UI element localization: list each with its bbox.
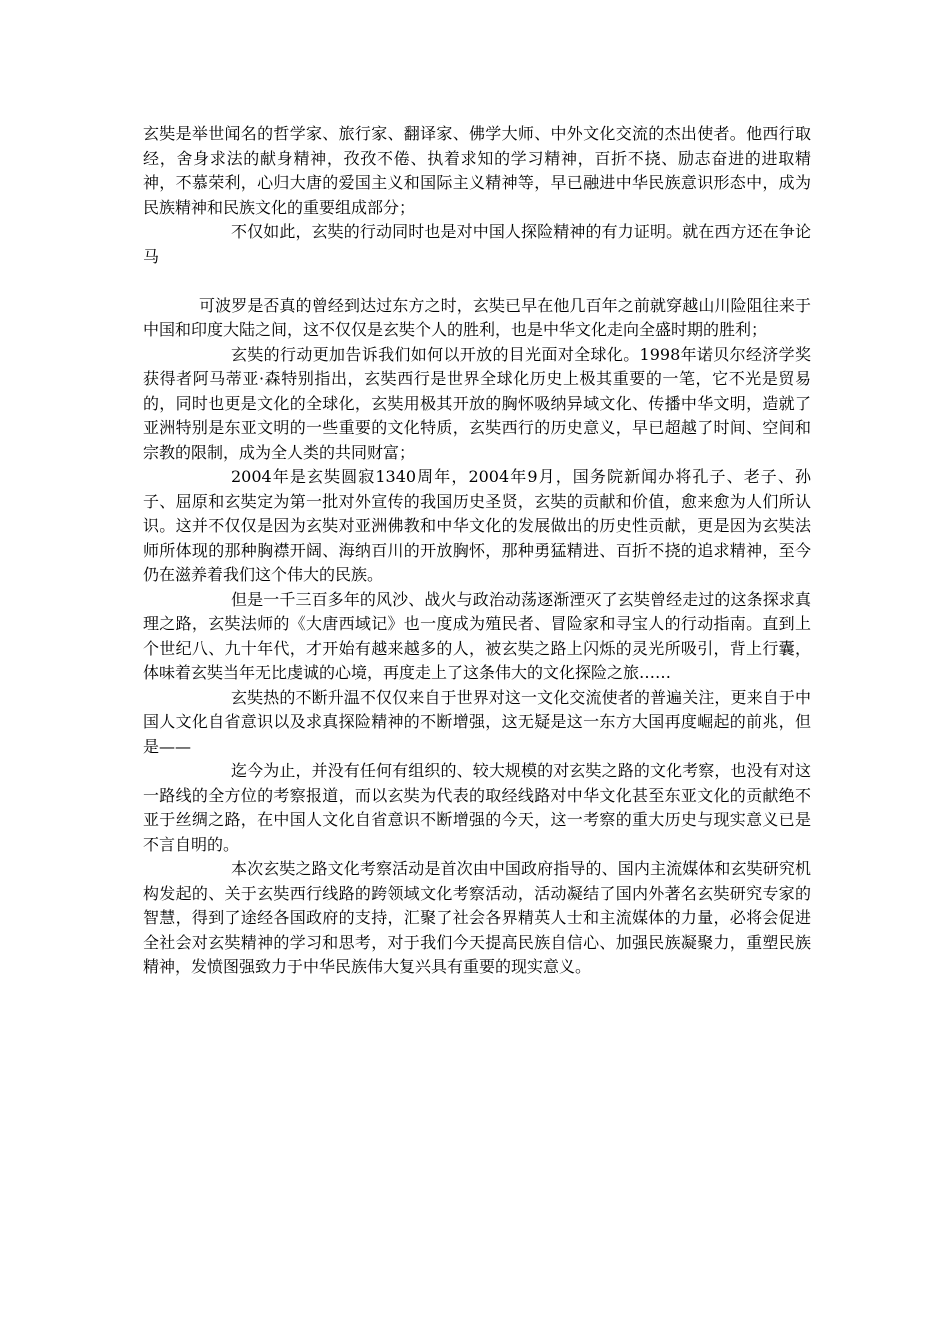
paragraph-5: 2004年是玄奘圆寂1340周年，2004年9月，国务院新闻办将孔子、老子、孙子、屈原和玄奘定为第一批对外宣传的我国历史圣贤，玄奘的贡献和价值，愈来愈为人们所认识。这并不仅仅是因为玄奘对亚洲佛教和中华文化的发展做出的历史性贡献，更是因为玄奘法师所体现的那种胸襟开阔、海纳百川的开放胸怀，那种勇猛精进、百折不挠的追求精神，至今仍在滋养着我们这个伟大的民族。: [143, 467, 811, 584]
paragraph-7: 玄奘热的不断升温不仅仅来自于世界对这一文化交流使者的普遍关注，更来自于中国人文化自省意识以及求真探险精神的不断增强，这无疑是这一东方大国再度崛起的前兆，但是——: [143, 687, 811, 756]
blank-line: [143, 269, 811, 294]
paragraph-8: 迄今为止，并没有任何有组织的、较大规模的对玄奘之路的文化考察，也没有对这一路线的全方位的考察报道，而以玄奘为代表的取经线路对中华文化甚至东亚文化的贡献绝不亚于丝绸之路，在中国人文化自省意识不断增强的今天，这一考察的重大历史与现实意义已是不言自明的。: [143, 761, 811, 854]
paragraph-2: 不仅如此，玄奘的行动同时也是对中国人探险精神的有力证明。就在西方还在争论马: [143, 222, 811, 266]
paragraph-6: 但是一千三百多年的风沙、战火与政治动荡逐渐湮灭了玄奘曾经走过的这条探求真理之路，玄奘法师的《大唐西域记》也一度成为殖民者、冒险家和寻宝人的行动指南。直到上个世纪八、九十年代，才开始有越来越多的人，被玄奘之路上闪烁的灵光所吸引，背上行囊，体味着玄奘当年无比虔诚的心境，再度走上了这条伟大的文化探险之旅……: [143, 589, 811, 682]
paragraph-3: 可波罗是否真的曾经到达过东方之时，玄奘已早在他几百年之前就穿越山川险阻往来于中国和印度大陆之间，这不仅仅是玄奘个人的胜利，也是中华文化走向全盛时期的胜利；: [143, 295, 811, 339]
document-body: [143, 122, 811, 980]
paragraph-9: 本次玄奘之路文化考察活动是首次由中国政府指导的、国内主流媒体和玄奘研究机构发起的、关于玄奘西行线路的跨领域文化考察活动，活动凝结了国内外著名玄奘研究专家的智慧，得到了途经各国政府的支持，汇聚了社会各界精英人士和主流媒体的力量，必将会促进全社会对玄奘精神的学习和思考，对于我们今天提高民族自信心、加强民族凝聚力，重塑民族精神，发愤图强致力于中华民族伟大复兴具有重要的现实意义。: [143, 859, 811, 976]
paragraph-1: 玄奘是举世闻名的哲学家、旅行家、翻译家、佛学大师、中外文化交流的杰出使者。他西行取经，舍身求法的献身精神，孜孜不倦、执着求知的学习精神，百折不挠、励志奋进的进取精神，不慕荣利，心归大唐的爱国主义和国际主义精神等，早已融进中华民族意识形态中，成为民族精神和民族文化的重要组成部分；: [143, 124, 811, 217]
paragraph-4: 玄奘的行动更加告诉我们如何以开放的目光面对全球化。1998年诺贝尔经济学奖获得者阿马蒂亚·森特别指出，玄奘西行是世界全球化历史上极其重要的一笔，它不光是贸易的，同时也更是文化的全球化，玄奘用极其开放的胸怀吸纳异域文化、传播中华文明，造就了亚洲特别是东亚文明的一些重要的文化特质，玄奘西行的历史意义，早已超越了时间、空间和宗教的限制，成为全人类的共同财富；: [143, 344, 811, 462]
